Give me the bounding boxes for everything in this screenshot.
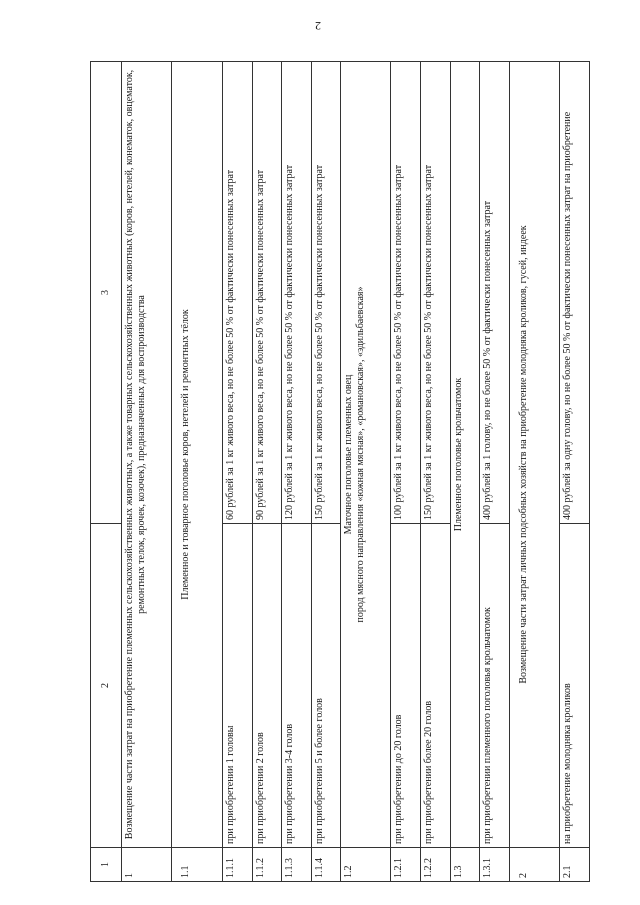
row-name: на приобретение молодняка кроликов — [560, 524, 590, 848]
row-name: при приобретении более 20 голов — [421, 524, 451, 848]
table-row — [391, 62, 421, 882]
header-col-1: 1 — [91, 848, 122, 882]
table-row — [282, 62, 312, 882]
row-number: 2.1 — [560, 848, 590, 882]
row-value: 60 рублей за 1 кг живого веса, но не более 50 % от фактически понесенных затрат — [222, 62, 252, 524]
row-value: 400 рублей за 1 голову, но не более 50 % от фактически понесенных затрат — [480, 62, 510, 524]
table-row — [560, 62, 590, 882]
table-row — [421, 62, 451, 882]
section-title: Возмещение части затрат на приобретение племенных сельскохозяйственных животных, а также товарных сельскохозяйственных животных (коров, нетелей, конематок, овцематок, ремонтных телок, ярочек, козочек), предназначенных для воспроизводства — [122, 62, 172, 848]
row-name: при приобретении 3-4 голов — [282, 524, 312, 848]
row-number: 1.1.2 — [252, 848, 282, 882]
row-number: 1.1.4 — [311, 848, 341, 882]
page-number: 2 — [315, 19, 321, 33]
row-value: 150 рублей за 1 кг живого веса, но не более 50 % от фактически понесенных затрат — [311, 62, 341, 524]
table-header-row — [91, 62, 122, 882]
row-number: 1.2 — [341, 848, 391, 882]
group-title: Племенное и товарное поголовье коров, нетелей и ремонтных тёлок — [172, 62, 223, 848]
row-value: 90 рублей за 1 кг живого веса, но не более 50 % от фактически понесенных затрат — [252, 62, 282, 524]
table-row — [450, 62, 480, 882]
row-number: 2 — [509, 848, 560, 882]
table-row — [222, 62, 252, 882]
row-number: 1.3 — [450, 848, 480, 882]
table-row — [311, 62, 341, 882]
row-number: 1.1 — [172, 848, 223, 882]
row-number: 1.2.1 — [391, 848, 421, 882]
table-row — [252, 62, 282, 882]
section-title: Возмещение части затрат личных подсобных хозяйств на приобретение молодняка кроликов, гусей, индеек — [509, 62, 560, 848]
row-name: при приобретении 5 и более голов — [311, 524, 341, 848]
row-number: 1.1.1 — [222, 848, 252, 882]
row-number: 1.2.2 — [421, 848, 451, 882]
row-number: 1 — [122, 848, 172, 882]
group-title: Племенное поголовье крольчатомок — [450, 62, 480, 848]
row-name: при приобретении до 20 голов — [391, 524, 421, 848]
row-value: 400 рублей за одну голову, но не более 50 % от фактически понесенных затрат на приобретение — [560, 62, 590, 524]
row-name: при приобретении 1 головы — [222, 524, 252, 848]
row-number: 1.1.3 — [282, 848, 312, 882]
table-row — [480, 62, 510, 882]
row-name: при приобретении племенного поголовья крольчатомок — [480, 524, 510, 848]
table-row — [172, 62, 223, 882]
row-name: при приобретении 2 голов — [252, 524, 282, 848]
row-value: 150 рублей за 1 кг живого веса, но не более 50 % от фактически понесенных затрат — [421, 62, 451, 524]
row-number: 1.3.1 — [480, 848, 510, 882]
table-row — [122, 62, 172, 882]
header-col-3: 3 — [91, 62, 122, 524]
header-col-2: 2 — [91, 524, 122, 848]
row-value: 120 рублей за 1 кг живого веса, но не более 50 % от фактически понесенных затрат — [282, 62, 312, 524]
row-value: 100 рублей за 1 кг живого веса, но не более 50 % от фактически понесенных затрат — [391, 62, 421, 524]
group-title: Маточное поголовье племенных овец пород мясного направления «южная мясная», «романовская», «эдильбаевская» — [341, 62, 391, 848]
table-row — [509, 62, 560, 882]
subsidy-table — [90, 61, 590, 882]
table-row — [341, 62, 391, 882]
